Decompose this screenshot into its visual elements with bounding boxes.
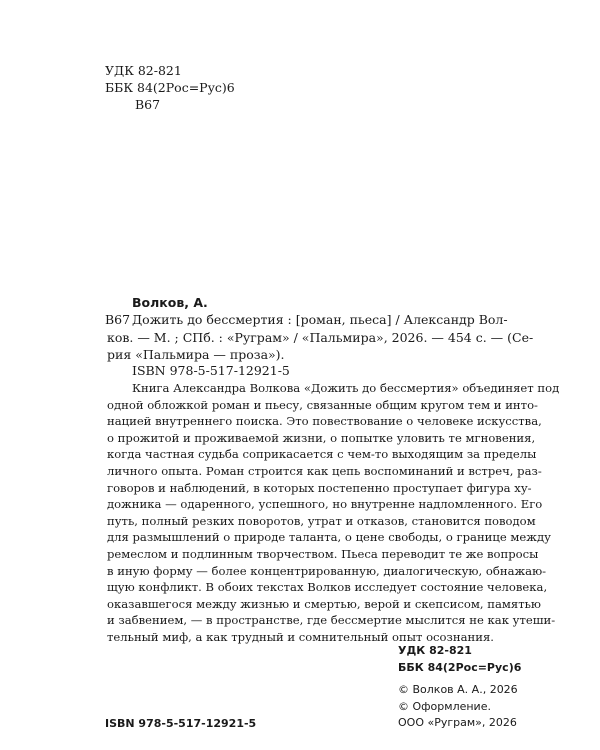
footer-udk: УДК 82-821: [398, 644, 472, 657]
copyright-line: ООО «Руграм», 2026: [398, 716, 517, 729]
classification-block: [105, 62, 235, 113]
record-isbn: ISBN 978-5-517-12921-5: [132, 363, 290, 378]
udk-code: УДК 82-821: [105, 63, 182, 78]
annotation-line: нацией внутреннего поиска. Это повествование о человеке искусства,: [107, 414, 542, 429]
annotation-line: путь, полный резких поворотов, утрат и отказов, становится поводом: [107, 513, 536, 528]
annotation-line: когда частная судьба соприкасается с чем-то выходящим за пределы: [107, 447, 537, 462]
annotation-line: для размышлений о природе таланта, о цене свободы, о границе между: [107, 530, 551, 545]
annotation-line: щую конфликт. В обоих текстах Волков исследует состояние человека,: [107, 580, 548, 595]
annotation-line: Книга Александра Волкова «Дожить до бессмертия» объединяет под: [132, 381, 560, 395]
annotation-line: личного опыта. Роман строится как цепь воспоминаний и встреч, раз-: [107, 463, 542, 478]
record-code: В67: [105, 312, 131, 327]
annotation-line: ремеслом и подлинным творчеством. Пьеса переводит те же вопросы: [107, 546, 539, 561]
annotation-line: дожника — одаренного, успешного, но внутренне надломленного. Его: [107, 497, 543, 512]
biblio-line: рия «Пальмира — проза»).: [107, 347, 285, 362]
record-author: Волков, А.: [132, 295, 208, 310]
copyright-line: © Оформление.: [398, 699, 491, 713]
author-code: В67: [135, 97, 161, 112]
footer-bbk: ББК 84(2Рос=Рус)6: [398, 661, 522, 674]
annotation-line: оказавшегося между жизнью и смертью, верой и скепсисом, памятью: [107, 596, 542, 611]
annotation-line: в иную форму — более концентрированную, диалогическую, обнажаю-: [107, 563, 547, 578]
annotation-line: тельный миф, а как трудный и сомнительный опыт осознания.: [107, 629, 494, 644]
annotation-line: и забвением, — в пространстве, где бессмертие мыслится не как утеши-: [107, 613, 556, 628]
annotation-line: одной обложкой роман и пьесу, связанные общим кругом тем и инто-: [107, 397, 538, 412]
annotation: [107, 380, 559, 646]
annotation-line: о прожитой и проживаемой жизни, о попытке уловить те мгновения,: [107, 430, 536, 445]
biblio-line: Дожить до бессмертия : [роман, пьеса] / Александр Вол-: [132, 312, 508, 327]
copyright-block: [398, 682, 518, 732]
biblio-line: ков. — М. ; СПб. : «Руграм» / «Пальмира», 2026. — 454 с. — (Се-: [107, 329, 534, 345]
footer-isbn: ISBN 978-5-517-12921-5: [105, 717, 257, 730]
copyright-line: © Волков А. А., 2026: [398, 683, 518, 696]
bbk-code: ББК 84(2Рос=Рус)6: [105, 80, 235, 95]
annotation-line: говоров и наблюдений, в которых постепенно проступает фигура ху-: [107, 480, 532, 495]
